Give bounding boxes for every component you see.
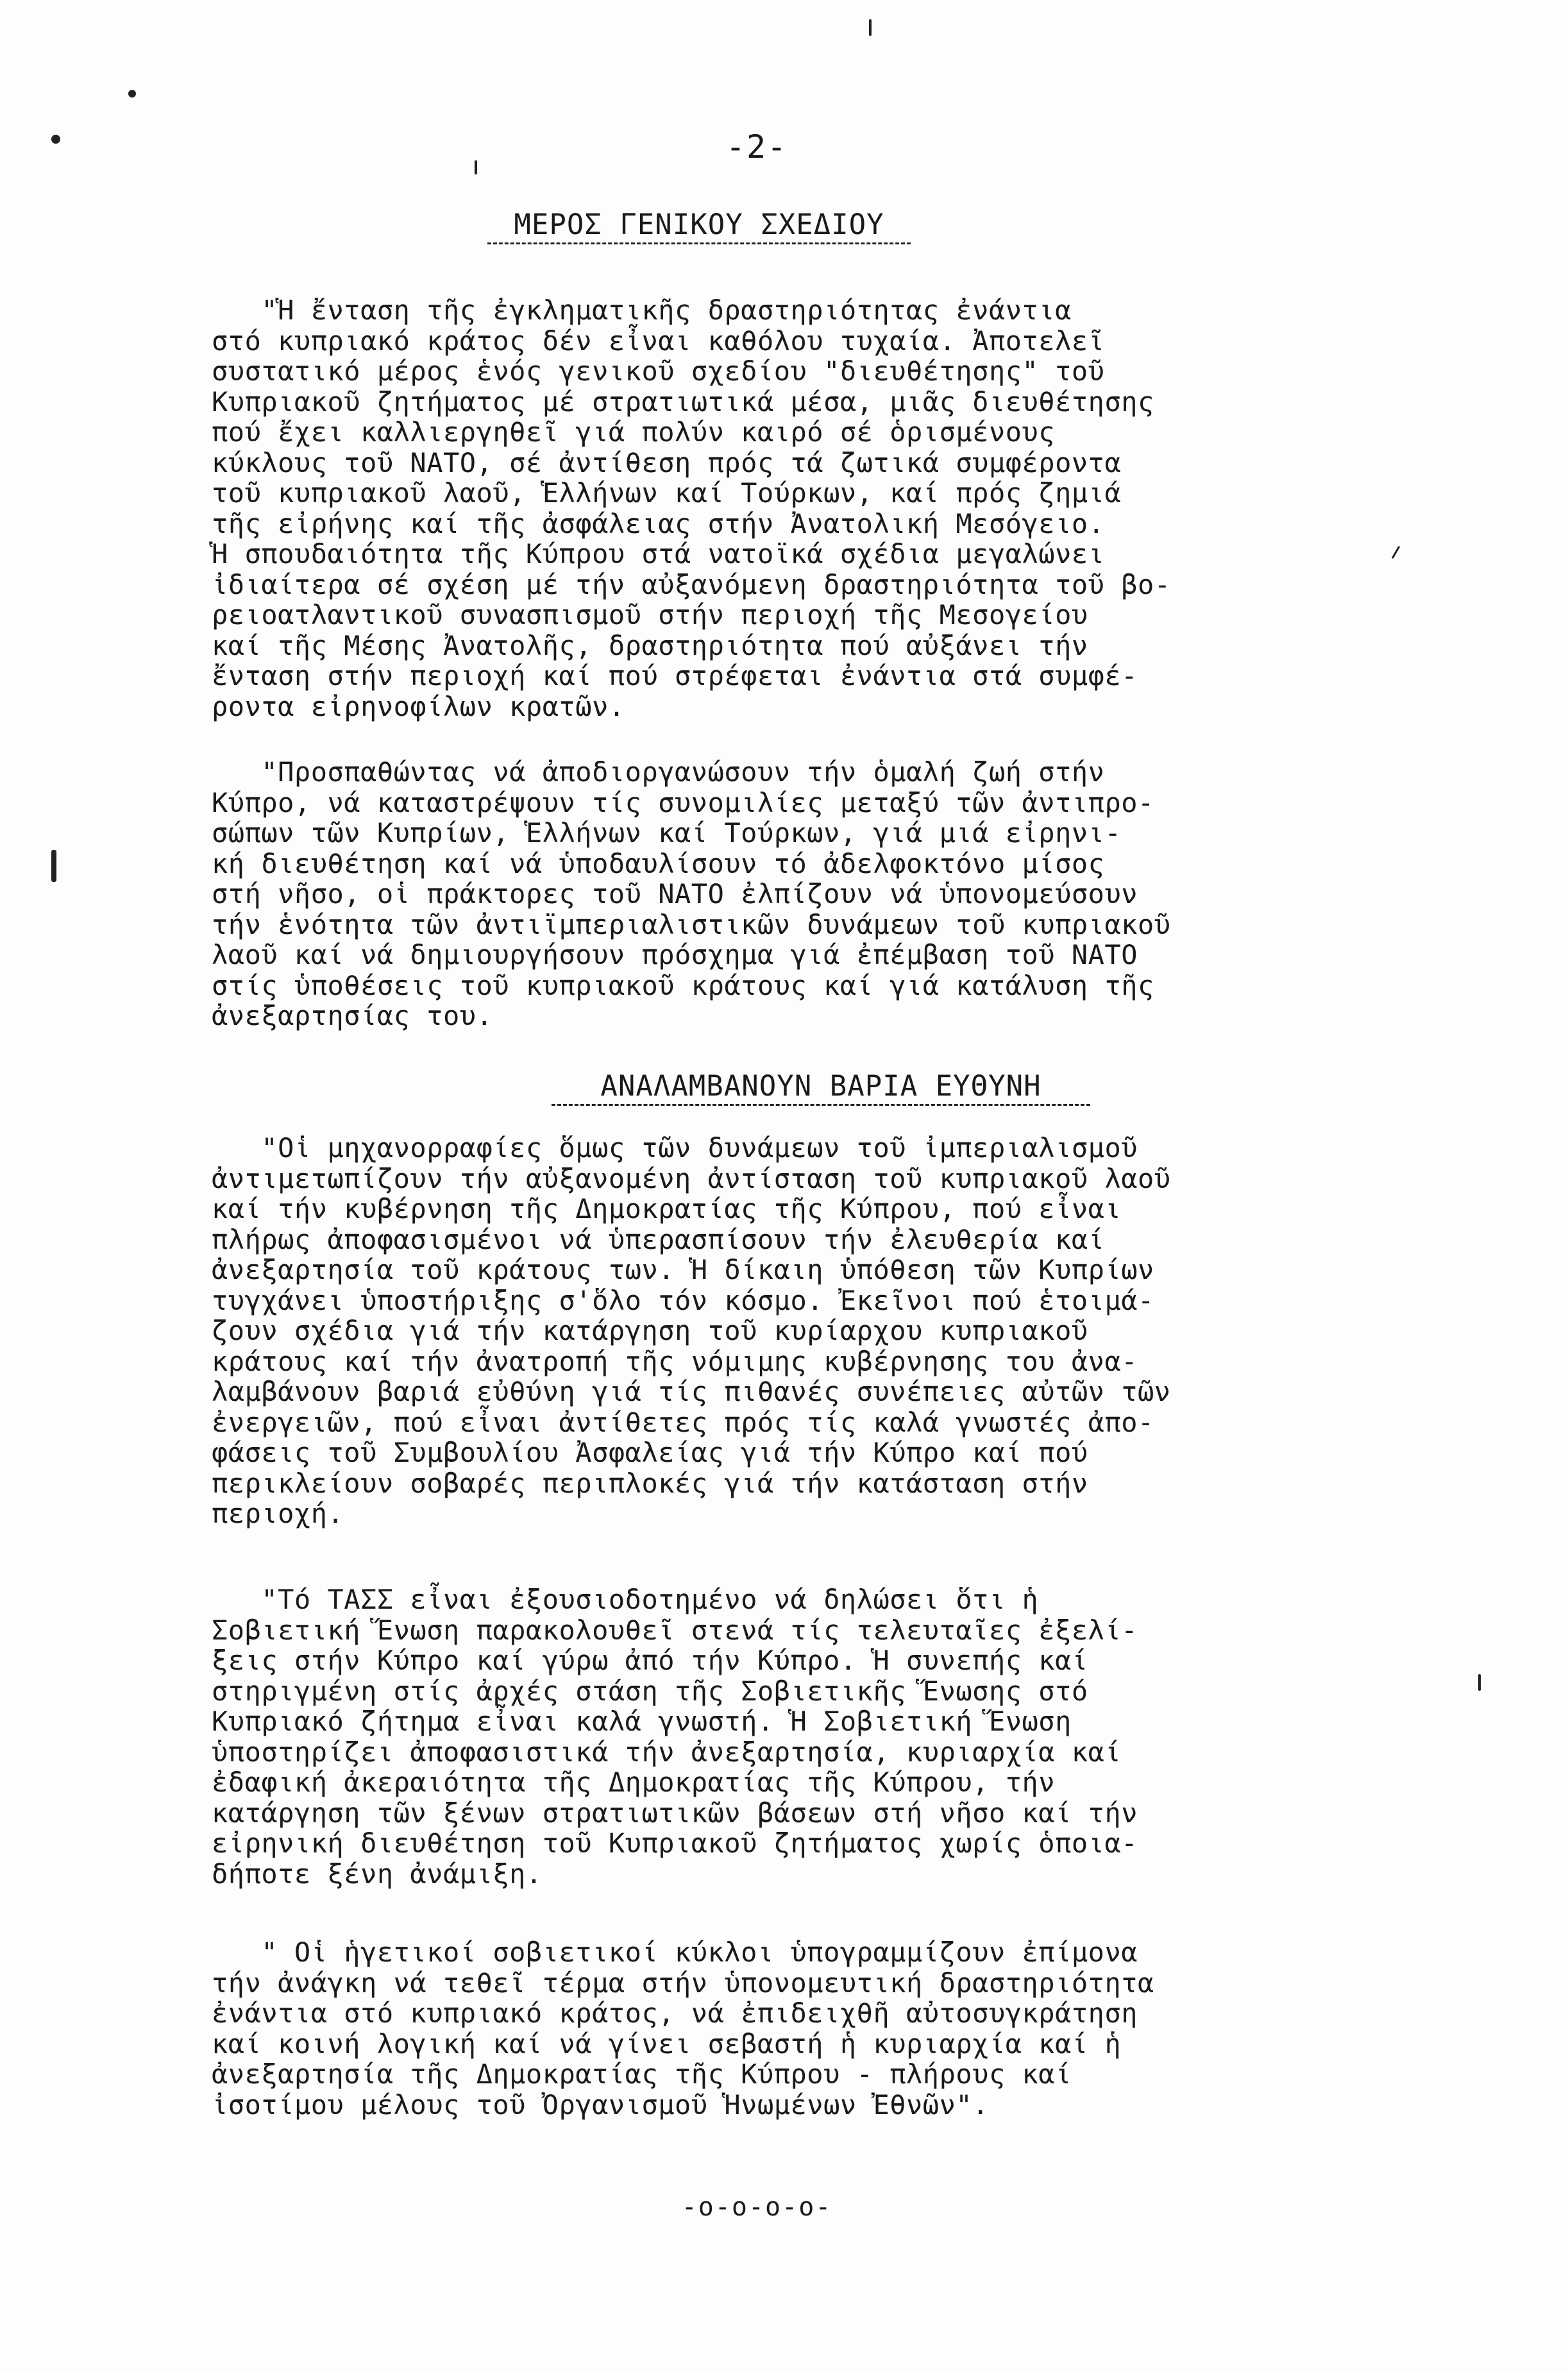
end-mark: -o-o-o-o- xyxy=(681,2192,832,2222)
ink-speck xyxy=(475,160,477,174)
paragraph-1: "Ἡ ἔνταση τῆς ἐγκληματικῆς δραστηριότητας ἐνάντια στό κυπριακό κράτος δέν εἶναι καθόλου τυχαία. Ἀποτελεῖ συστατικό μέρος ἑνός γενικοῦ σχεδίου "διευθέτησης" τοῦ Κυπριακοῦ ζητήματος μέ στρατιωτικά μέσα, μιᾶς διευθέτησης πού ἔχει καλλιεργηθεῖ γιά πολύν καιρό σέ ὁρισμένους κύκλους τοῦ ΝΑΤΟ, σέ ἀντίθεση πρός τά ζωτικά συμφέροντα τοῦ κυπριακοῦ λαοῦ, Ἑλλήνων καί Τούρκων, καί πρός ζημιά τῆς εἰρήνης καί τῆς ἀσφάλειας στήν Ἀνατολική Μεσόγειο. Ἡ σπουδαιότητα τῆς Κύπρου στά νατοϊκά σχέδια μεγαλώνει ἰδιαίτερα σέ σχέση μέ τήν αὐξανόμενη δραστηριότητα τοῦ βο- ρειοατλαντικοῦ συνασπισμοῦ στήν περιοχή τῆς Μεσογείου καί τῆς Μέσης Ἀνατολῆς, δραστηριότητα πού αὐξάνει τήν ἔνταση στήν περιοχή καί πού στρέφεται ἐνάντια στά συμφέ- ροντα εἰρηνοφίλων κρατῶν. xyxy=(212,294,1171,722)
ink-speck xyxy=(51,135,60,144)
paragraph-4: "Τό ΤΑΣΣ εἶναι ἐξουσιοδοτημένο νά δηλώσει ὅτι ἡ Σοβιετική Ἕνωση παρακολουθεῖ στενά τίς τελευταῖες ἐξελί- ξεις στήν Κύπρο καί γύρω ἀπό τήν Κύπρο. Ἡ συνεπής καί στηριγμένη στίς ἀρχές στάση τῆς Σοβιετικῆς Ἕνωσης στό Κυπριακό ζήτημα εἶναι καλά γνωστή. Ἡ Σοβιετική Ἕνωση ὑποστηρίζει ἀποφασιστικά τήν ἀνεξαρτησία, κυριαρχία καί ἐδαφική ἀκεραιότητα τῆς Δημοκρατίας τῆς Κύπρου, τήν κατάργηση τῶν ξένων στρατιωτικῶν βάσεων στή νῆσο καί τήν εἰρηνική διευθέτηση τοῦ Κυπριακοῦ ζητήματος χωρίς ὁποια- δήποτε ξένη ἀνάμιξη. xyxy=(212,1584,1138,1890)
ink-speck xyxy=(869,19,872,36)
ink-speck xyxy=(1392,546,1401,559)
page-number: -2- xyxy=(725,128,788,165)
paragraph-3: "Οἱ μηχανορραφίες ὅμως τῶν δυνάμεων τοῦ ἰμπεριαλισμοῦ ἀντιμετωπίζουν τήν αὐξανομένη ἀντίσταση τοῦ κυπριακοῦ λαοῦ καί τήν κυβέρνηση τῆς Δημοκρατίας τῆς Κύπρου, πού εἶναι πλήρως ἀποφασισμένοι νά ὑπερασπίσουν τήν ἐλευθερία καί ἀνεξαρτησία τοῦ κράτους των. Ἡ δίκαιη ὑπόθεση τῶν Κυπρίων τυγχάνει ὑποστήριξης σ'ὅλο τόν κόσμο. Ἐκεῖνοι πού ἑτοιμά- ζουν σχέδια γιά τήν κατάργηση τοῦ κυρίαρχου κυπριακοῦ κράτους καί τήν ἀνατροπή τῆς νόμιμης κυβέρνησης του ἀνα- λαμβάνουν βαριά εὐθύνη γιά τίς πιθανές συνέπειες αὐτῶν τῶν ἐνεργειῶν, πού εἶναι ἀντίθετες πρός τίς καλά γνωστές ἀπο- φάσεις τοῦ Συμβουλίου Ἀσφαλείας γιά τήν Κύπρο καί πού περικλείουν σοβαρές περιπλοκές γιά τήν κατάσταση στήν περιοχή. xyxy=(212,1132,1171,1529)
subheading: ΑΝΑΛΑΜΒΑΝΟΥΝ ΒΑΡΙΑ ΕΥΘΥΝΗ xyxy=(552,1070,1090,1106)
ink-speck xyxy=(51,850,56,882)
ink-speck xyxy=(128,90,136,97)
section-heading: ΜΕΡΟΣ ΓΕΝΙΚΟΥ ΣΧΕΔΙΟΥ xyxy=(487,208,911,244)
ink-speck xyxy=(1478,1674,1481,1691)
paragraph-2: "Προσπαθώντας νά ἀποδιοργανώσουν τήν ὁμαλή ζωή στήν Κύπρο, νά καταστρέψουν τίς συνομιλίες μεταξύ τῶν ἀντιπρο- σώπων τῶν Κυπρίων, Ἑλλήνων καί Τούρκων, γιά μιά εἰρηνι- κή διευθέτηση καί νά ὑποδαυλίσουν τό ἀδελφοκτόνο μίσος στή νῆσο, οἱ πράκτορες τοῦ ΝΑΤΟ ἐλπίζουν νά ὑπονομεύσουν τήν ἑνότητα τῶν ἀντιϊμπεριαλιστικῶν δυνάμεων τοῦ κυπριακοῦ λαοῦ καί νά δημιουργήσουν πρόσχημα γιά ἐπέμβαση τοῦ ΝΑΤΟ στίς ὑποθέσεις τοῦ κυπριακοῦ κράτους καί γιά κατάλυση τῆς ἀνεξαρτησίας του. xyxy=(212,756,1171,1031)
paragraph-5: " Οἱ ἡγετικοί σοβιετικοί κύκλοι ὑπογραμμίζουν ἐπίμονα τήν ἀνάγκη νά τεθεῖ τέρμα στήν ὑπονομευτική δραστηριότητα ἐνάντια στό κυπριακό κράτος, νά ἐπιδειχθῆ αὐτοσυγκράτηση καί κοινή λογική καί νά γίνει σεβαστή ἡ κυριαρχία καί ἡ ἀνεξαρτησία τῆς Δημοκρατίας τῆς Κύπρου - πλήρους καί ἰσοτίμου μέλους τοῦ Ὀργανισμοῦ Ἡνωμένων Ἐθνῶν". xyxy=(212,1936,1154,2121)
